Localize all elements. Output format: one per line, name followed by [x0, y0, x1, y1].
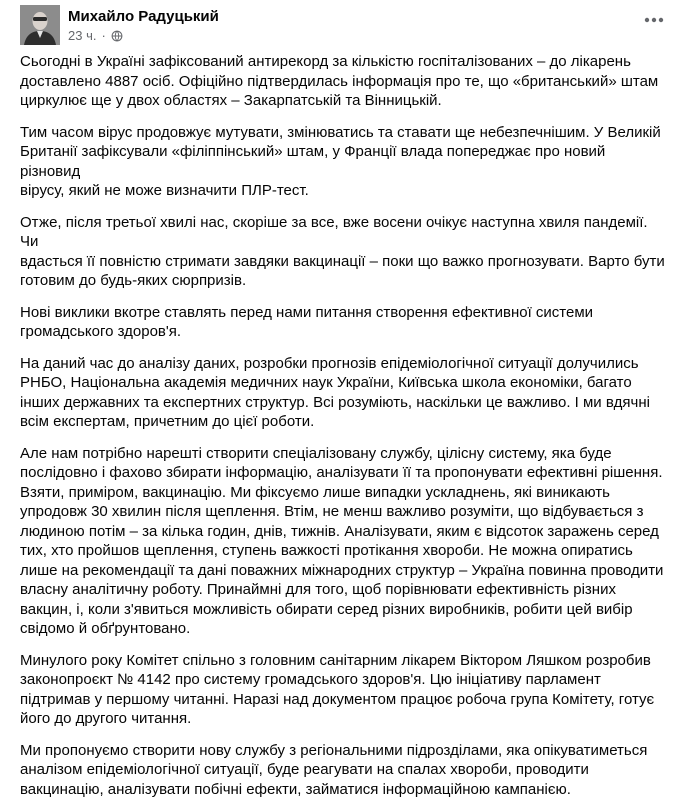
globe-icon	[111, 30, 123, 42]
post-paragraph-2: Тим часом вірус продовжує мутувати, змінюватись та ставати ще небезпечнішим. У Великій Британії зафіксували «філіппінський» штам, у Франції влада попереджає про новий різновид вірусу, який не може визначити ПЛР-тест.	[20, 123, 668, 201]
post-paragraph-7: Минулого року Комітет спільно з головним санітарним лікарем Віктором Ляшком розробив законопроєкт № 4142 про систему громадського здоров'я. Цю ініціативу парламент підтримав у першому читанні. Наразі над документом працює робоча група Комітету, готує його до другого читання.	[20, 651, 668, 729]
post-meta	[68, 5, 219, 44]
post-paragraph-8: Ми пропонуємо створити нову службу з регіональними підрозділами, яка опікуватиметься аналізом епідеміологічної ситуації, буде реагувати на спалах хвороби, проводити вакцинацію, аналізувати побічні ефекти, займатися інформаційною кампанією.	[20, 741, 668, 799]
more-options-button[interactable]	[642, 8, 666, 32]
post-paragraph-1: Сьогодні в Україні зафіксований антирекорд за кількістю госпіталізованих – до лікарень доставлено 4887 осіб. Офіційно підтвердилась інформація про те, що «британський» штам циркулює ще у двох областях – Закарпатській та Вінницькій.	[20, 52, 668, 111]
post-paragraph-6: Але нам потрібно нарешті створити спеціалізовану службу, цілісну систему, яка буде послідовно і фахово збирати інформацію, аналізувати її та пропонувати ефективні рішення. Взяти, приміром, вакцинацію. Ми фіксуємо лише випадки ускладнень, які виникають упродовж 30 хвилин після щеплення. Втім, не менш важливо розуміти, що відбувається з людиною потім – за кілька годин, днів, тижнів. Аналізувати, яким є відсоток заражень серед тих, хто пройшов щеплення, ступень важкості протікання хвороби. Не можна опиратись лише на рекомендації та дані поважних міжнародних структур – Україна повинна проводити власну аналітичну роботу. Принаймні для того, щоб порівнювати ефективність різних вакцин, і, коли з'явиться можливість обирати серед різних виробників, робити цей вибір свідомо й обґрунтовано.	[20, 444, 668, 639]
meta-separator: ·	[101, 28, 105, 44]
post-header	[20, 0, 668, 52]
post-timestamp[interactable]: 23 ч.	[68, 28, 96, 44]
post-body	[20, 52, 668, 799]
more-horizontal-icon	[644, 17, 664, 23]
person-photo-icon	[20, 5, 60, 45]
post-paragraph-4: Нові виклики вкотре ставлять перед нами питання створення ефективної системи громадського здоров'я.	[20, 303, 668, 342]
post-time-row	[68, 28, 219, 44]
post-paragraph-3: Отже, після третьої хвилі нас, скоріше за все, вже восени очікує наступна хвиля пандемії. Чи вдасться її повністю стримати завдяки вакцинації – поки що важко прогнозувати. Варто бути готовим до будь-яких сюрпризів.	[20, 213, 668, 291]
post-paragraph-5: На даний час до аналізу даних, розробки прогнозів епідеміологічної ситуації долучились РНБО, Національна академія медичних наук України, Київська школа економіки, багато інших державних та експертних структур. Всі розуміють, наскільки це важливо. І ми вдячні всім експертам, причетним до цієї роботи.	[20, 354, 668, 432]
author-name[interactable]: Михайло Радуцький	[68, 7, 219, 26]
author-avatar[interactable]	[20, 5, 60, 45]
